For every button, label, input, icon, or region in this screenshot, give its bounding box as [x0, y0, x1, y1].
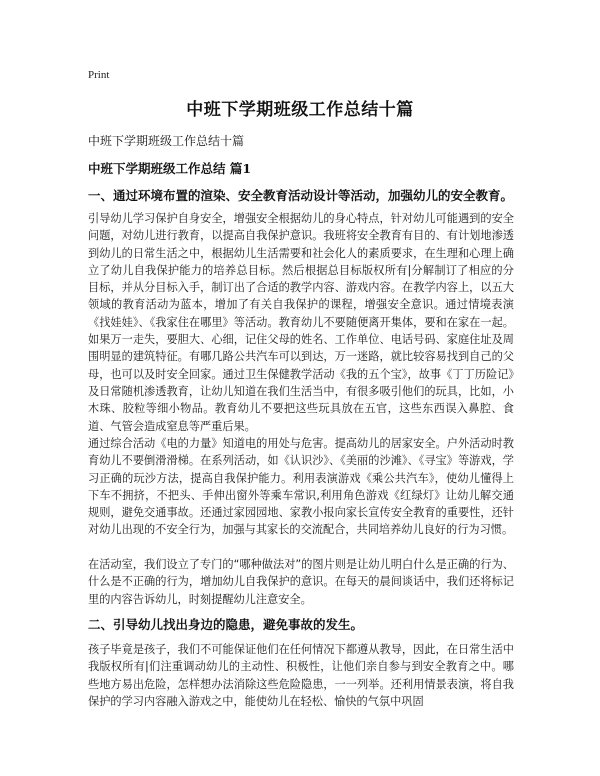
paragraph-activities: 通过综合活动《电的力量》知道电的用处与危害。提高幼儿的居家安全。户外活动时教育幼儿不要倒滑滑梯。在系列活动，如《认识沙》、《美丽的沙滩》、《寻宝》等游戏，学习正确的玩沙方法，提高自我保护能力。利用表演游戏《乘公共汽车》，使幼儿懂得上下车不拥挤，不把头、手伸出窗外等乘车常识,利用角色游戏《红绿灯》让幼儿解交通规则，避免交通事故。还通过家园园地、家教小报向家长宣传安全教育的重要性，还针对幼儿出现的不安全行为，加强与其家长的交流配合，共同培养幼儿良好的行为习惯。 [88, 437, 514, 537]
paragraph-safety-goals: 引导幼儿学习保护自身安全，增强安全根据幼儿的身心特点，针对幼儿可能遇到的安全问题，对幼儿进行教育，以提高自我保护意识。我班将安全教育有目的、有计划地渗透到幼儿的日常生活之中，根据幼儿生活需要和社会化人的素质要求，在生理和心理上确立了幼儿自我保护能力的培养总目标。然后根据总目标版权所有|分解制订了相应的分目标，并从分目标入手，制订出了合适的教学内容、游戏内容。在教学内容上，以五大领域的教育活动为蓝本，增加了有关自我保护的课程，增强安全意识。通过情境表演《找娃娃》、《我家住在哪里》等活动。教育幼儿不要随便离开集体，要和在家在一起。如果万一走失，要胆大、心细，记住父母的姓名、工作单位、电话号码、家庭住址及周围明显的建筑特征。有哪几路公共汽车可以到达，万一迷路，就比较容易找到自己的父母，也可以及时安全回家。通过卫生保健教学活动《我的五个宝》，故事《丁丁历险记》及日常随机渗透教育，让幼儿知道在我们生活当中，有很多吸引他们的玩具，比如，小木珠、胶粒等细小物品。教育幼儿不要把这些玩具放在五官，这些东西误入鼻腔、食道、气管会造成窒息等严重后果。 [88, 212, 514, 433]
heading-safety-education: 一、通过环境布置的渲染、安全教育活动设计等活动，加强幼儿的安全教育。 [88, 188, 514, 203]
heading-hazards: 二、引导幼儿找出身边的隐患，避免事故的发生。 [88, 617, 364, 632]
paragraph-hazards: 孩子毕竟是孩子，我们不可能保证他们在任何情况下都遵从教导，因此，在日常生活中我版权所有|们注重调动幼儿的主动性、积极性，让他们亲自参与到安全教育之中。哪些地方易出危险，怎样想办法消除这些危险隐患，一一列举。还利用情景表演，将自我保护的学习内容融入游戏之中，能使幼儿在轻松、愉快的气氛中巩固 [88, 643, 514, 708]
page-title: 中班下学期班级工作总结十篇 [186, 100, 414, 120]
document-subtitle: 中班下学期班级工作总结十篇 [88, 134, 245, 148]
paragraph-activity-room: 在活动室，我们设立了专门的“哪种做法对”的图片则是让幼儿明白什么是正确的行为、什么是不正确的行为，增加幼儿自我保护的意识。在每天的晨间谈话中，我们还将标记里的内容告诉幼儿，时刻提醒幼儿注意安全。 [88, 558, 514, 606]
print-label: Print [88, 69, 110, 81]
section-title: 中班下学期班级工作总结 篇1 [88, 161, 252, 176]
